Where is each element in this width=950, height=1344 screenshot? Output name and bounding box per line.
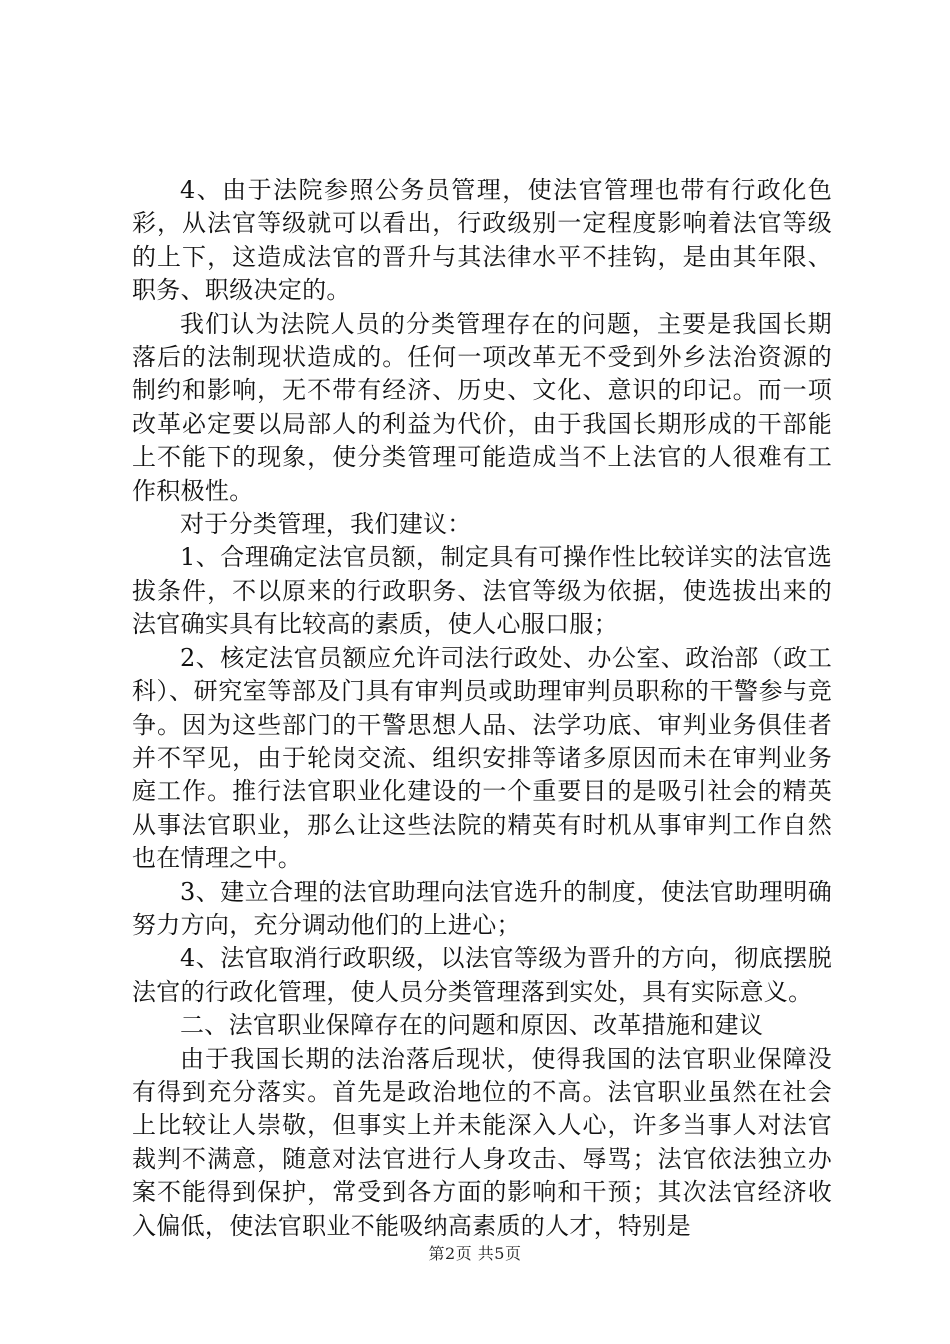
- paragraph-suggestion-intro: 对于分类管理，我们建议：: [180, 510, 472, 539]
- document-body: [132, 174, 832, 1243]
- paragraph-item-4: 4、由于法院参照公务员管理，使法官管理也带有行政化色彩，从法官等级就可以看出，行政级别一定程度影响着法官等级的上下，这造成法官的晋升与其法律水平不挂钩，是由其年限、职务、职级决定的。: [132, 176, 832, 305]
- paragraph-analysis: 我们认为法院人员的分类管理存在的问题，主要是我国长期落后的法制现状造成的。任何一项改革无不受到外乡法治资源的制约和影响，无不带有经济、历史、文化、意识的印记。而一项改革必定要以局部人的利益为代价，由于我国长期形成的干部能上不能下的现象，使分类管理可能造成当不上法官的人很难有工作积极性。: [132, 309, 832, 505]
- section-heading: 二、法官职业保障存在的问题和原因、改革措施和建议: [180, 1011, 764, 1040]
- paragraph-suggestion-1: 1、合理确定法官员额，制定具有可操作性比较详实的法官选拔条件，不以原来的行政职务、法官等级为依据，使选拔出来的法官确实具有比较高的素质，使人心服口服；: [132, 543, 832, 639]
- paragraph-suggestion-4: 4、法官取消行政职级，以法官等级为晋升的方向，彻底摆脱法官的行政化管理，使人员分类管理落到实处，具有实际意义。: [132, 944, 832, 1006]
- paragraph-guarantee: 由于我国长期的法治落后现状，使得我国的法官职业保障没有得到充分落实。首先是政治地位的不高。法官职业虽然在社会上比较让人崇敬，但事实上并未能深入人心，许多当事人对法官裁判不满意，随意对法官进行人身攻击、辱骂；法官依法独立办案不能得到保护，常受到各方面的影响和干预；其次法官经济收入偏低，使法官职业不能吸纳高素质的人才，特别是: [132, 1044, 832, 1240]
- paragraph-suggestion-2: 2、核定法官员额应允许司法行政处、办公室、政治部（政工科）、研究室等部及门具有审判员或助理审判员职称的干警参与竞争。因为这些部门的干警思想人品、法学功底、审判业务俱佳者并不罕见，由于轮岗交流、组织安排等诸多原因而未在审判业务庭工作。推行法官职业化建设的一个重要目的是吸引社会的精英从事法官职业，那么让这些法院的精英有时机从事审判工作自然也在情理之中。: [132, 643, 832, 873]
- page-number-footer: 第2页 共5页: [428, 1244, 522, 1263]
- paragraph-suggestion-3: 3、建立合理的法官助理向法官选升的制度，使法官助理明确努力方向，充分调动他们的上进心；: [132, 877, 832, 939]
